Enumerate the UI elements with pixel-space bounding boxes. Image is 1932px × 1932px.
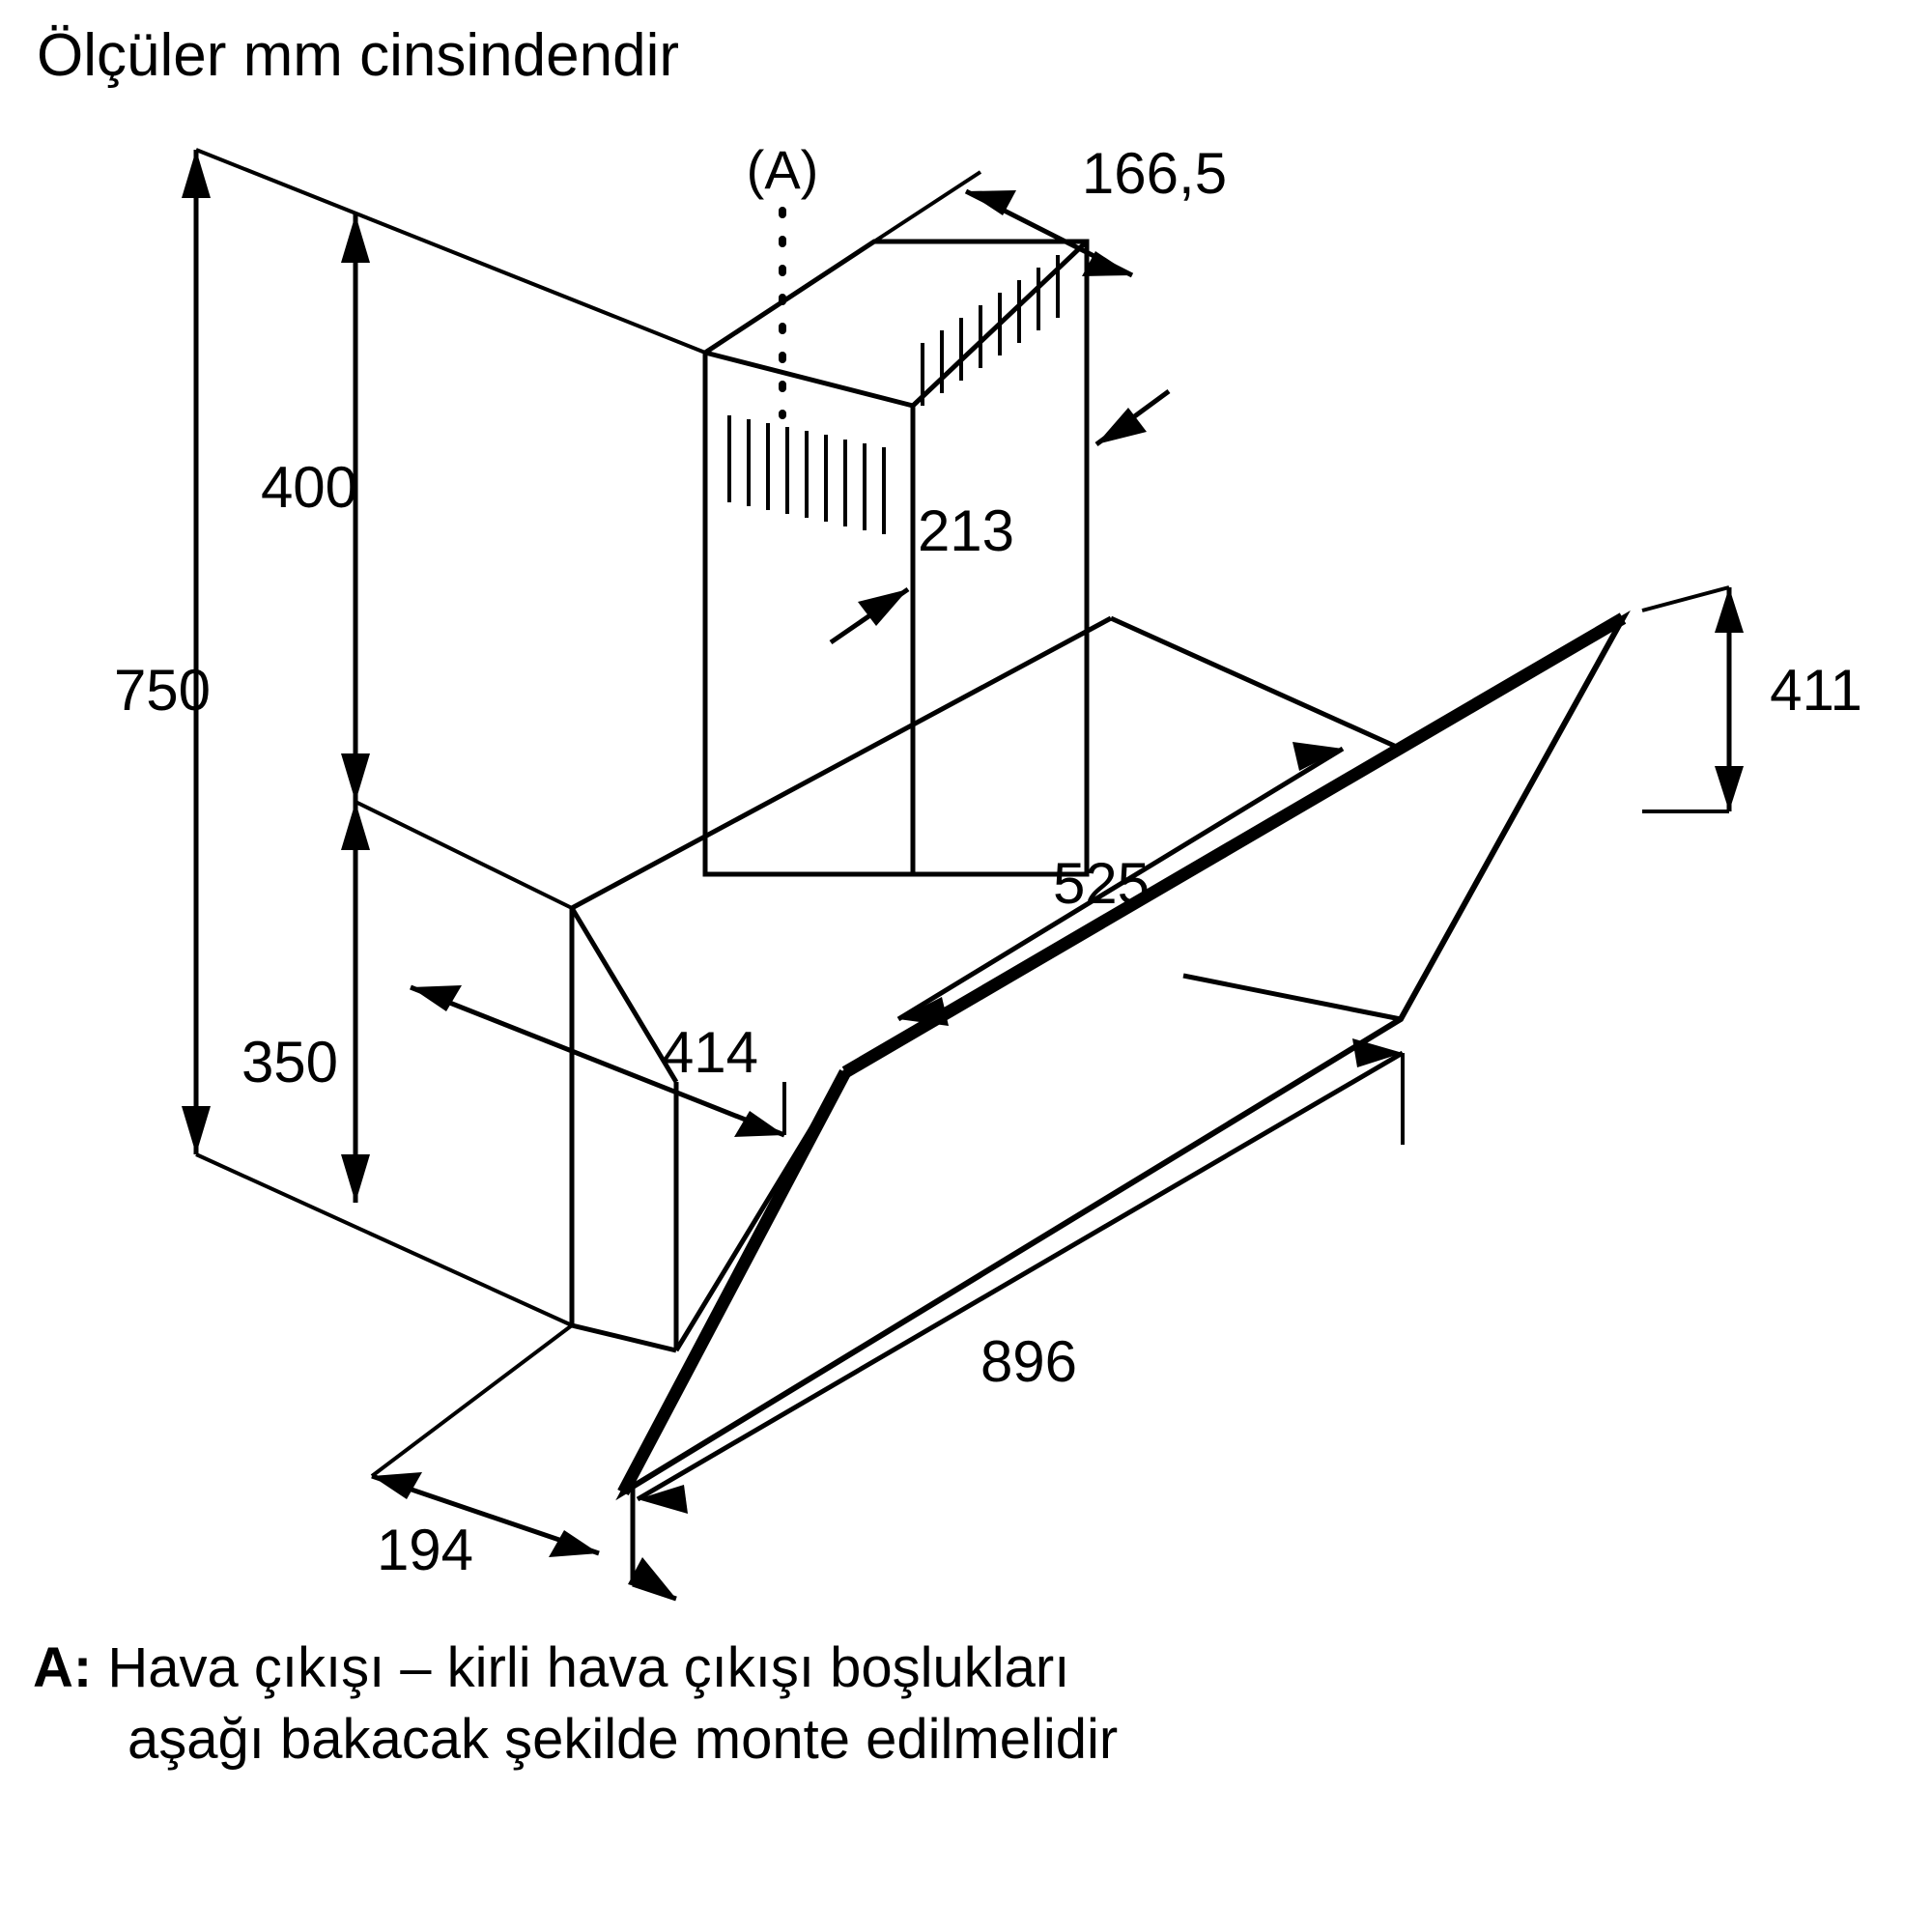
dim-label-400: 400	[260, 455, 358, 520]
footnote-line2: aşağı bakacak şekilde monte edilmelidir	[128, 1708, 1119, 1771]
body-left-face	[572, 908, 676, 1350]
chimney-front-outline	[705, 242, 1087, 874]
footnote	[33, 1633, 1868, 1776]
glass-panel	[623, 618, 1623, 1492]
footnote-key: A:	[33, 1636, 93, 1699]
dim-label-213: 213	[917, 498, 1015, 563]
callout-a-label: (A)	[746, 139, 819, 200]
footnote-line1: Hava çıkışı – kirli hava çıkışı boşlukları	[107, 1636, 1070, 1699]
panel-inner-fold	[1183, 976, 1401, 1019]
body-top-left-edge	[572, 618, 1111, 908]
dim-label-525: 525	[1052, 851, 1151, 916]
dim-411	[1642, 587, 1744, 811]
dim-label-750: 750	[113, 658, 212, 723]
glass-panel-top-edge-thick	[845, 618, 1623, 1072]
chimney-upper-outline	[705, 242, 1087, 874]
glass-panel-left-edge-thick	[623, 1072, 845, 1492]
dim-label-350: 350	[241, 1030, 339, 1094]
body-to-panel-edge	[676, 1072, 845, 1350]
vent-louvres-left	[729, 415, 884, 534]
dim-750	[182, 150, 705, 1325]
dim-label-411: 411	[1770, 658, 1862, 723]
dim-label-896: 896	[980, 1329, 1078, 1394]
page-title: Ölçüler mm cinsindendir	[37, 22, 679, 89]
body-top-right	[1111, 618, 1401, 749]
dim-350	[341, 802, 572, 1203]
dim-896	[638, 1038, 1403, 1514]
dim-label-194: 194	[376, 1518, 474, 1582]
dim-label-414: 414	[661, 1020, 759, 1085]
dim-label-166-5: 166,5	[1081, 141, 1228, 206]
chimney-top-front-edge	[705, 353, 913, 406]
